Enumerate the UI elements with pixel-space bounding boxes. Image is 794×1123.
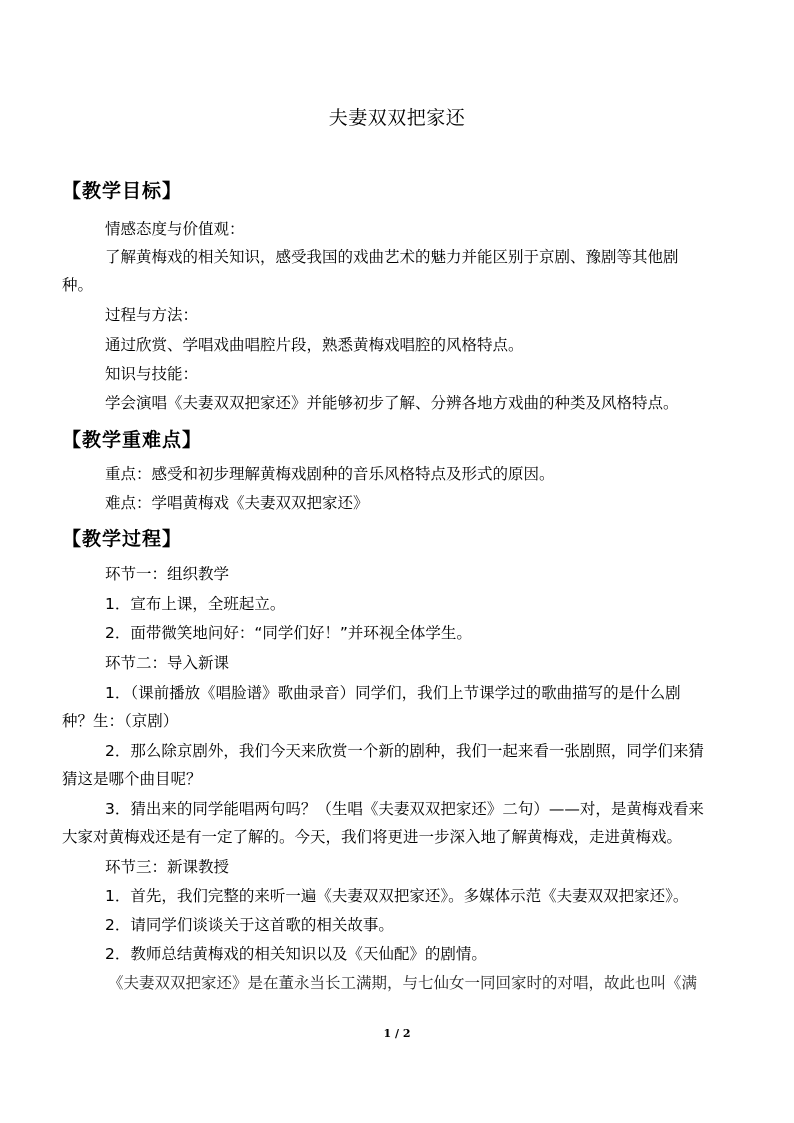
paragraph-line: 种。	[62, 276, 94, 294]
paragraph-line: 《夫妻双双把家还》是在董永当长工满期，与七仙女一同回家时的对唱，故此也叫《满	[108, 974, 698, 992]
document-title: 夫妻双双把家还	[328, 107, 466, 129]
section-heading-objectives: 【教学目标】	[62, 180, 183, 202]
paragraph-line: 环节一：组织教学	[105, 565, 230, 583]
paragraph-line: 3．猜出来的同学能唱两句吗？（生唱《夫妻双双把家还》二句）——对，是黄梅戏看来	[105, 800, 704, 818]
paragraph-line: 了解黄梅戏的相关知识，感受我国的戏曲艺术的魅力并能区别于京剧、豫剧等其他剧	[105, 248, 679, 266]
section-heading-process: 【教学过程】	[62, 528, 183, 550]
paragraph-line: 1．（课前播放《唱脸谱》歌曲录音）同学们，我们上节课学过的歌曲描写的是什么剧	[105, 684, 681, 702]
paragraph-line: 环节三：新课教授	[105, 858, 230, 876]
paragraph-line: 环节二：导入新课	[105, 654, 230, 672]
paragraph-line: 大家对黄梅戏还是有一定了解的。今天，我们将更进一步深入地了解黄梅戏，走进黄梅戏。	[62, 828, 683, 846]
paragraph-line: 种？生：（京剧）	[62, 712, 179, 730]
paragraph-line: 2．面带微笑地问好：“同学们好！”并环视全体学生。	[105, 624, 472, 642]
paragraph-line: 通过欣赏、学唱戏曲唱腔片段，熟悉黄梅戏唱腔的风格特点。	[105, 336, 524, 354]
page-number: 1 / 2	[383, 1027, 411, 1040]
paragraph-line: 2．请同学们谈谈关于这首歌的相关故事。	[105, 916, 394, 934]
paragraph-line: 1．首先，我们完整的来听一遍《夫妻双双把家还》。多媒体示范《夫妻双双把家还》。	[105, 887, 689, 905]
paragraph-line: 学会演唱《夫妻双双把家还》并能够初步了解、分辨各地方戏曲的种类及风格特点。	[105, 394, 679, 412]
paragraph-line: 1．宣布上课，全班起立。	[105, 595, 286, 613]
paragraph-line: 猜这是哪个曲目呢？	[62, 770, 202, 788]
paragraph-line: 过程与方法：	[105, 306, 199, 324]
paragraph-line: 2．教师总结黄梅戏的相关知识以及《天仙配》的剧情。	[105, 945, 487, 963]
paragraph-line: 知识与技能：	[105, 365, 199, 383]
paragraph-line: 难点：学唱黄梅戏《夫妻双双把家还》	[105, 494, 369, 512]
paragraph-line: 2．那么除京剧外，我们今天来欣赏一个新的剧种，我们一起来看一张剧照，同学们来猜	[105, 742, 704, 760]
paragraph-line: 重点：感受和初步理解黄梅戏剧种的音乐风格特点及形式的原因。	[105, 465, 555, 483]
paragraph-line: 情感态度与价值观：	[105, 220, 245, 238]
section-heading-key-points: 【教学重难点】	[62, 429, 203, 451]
